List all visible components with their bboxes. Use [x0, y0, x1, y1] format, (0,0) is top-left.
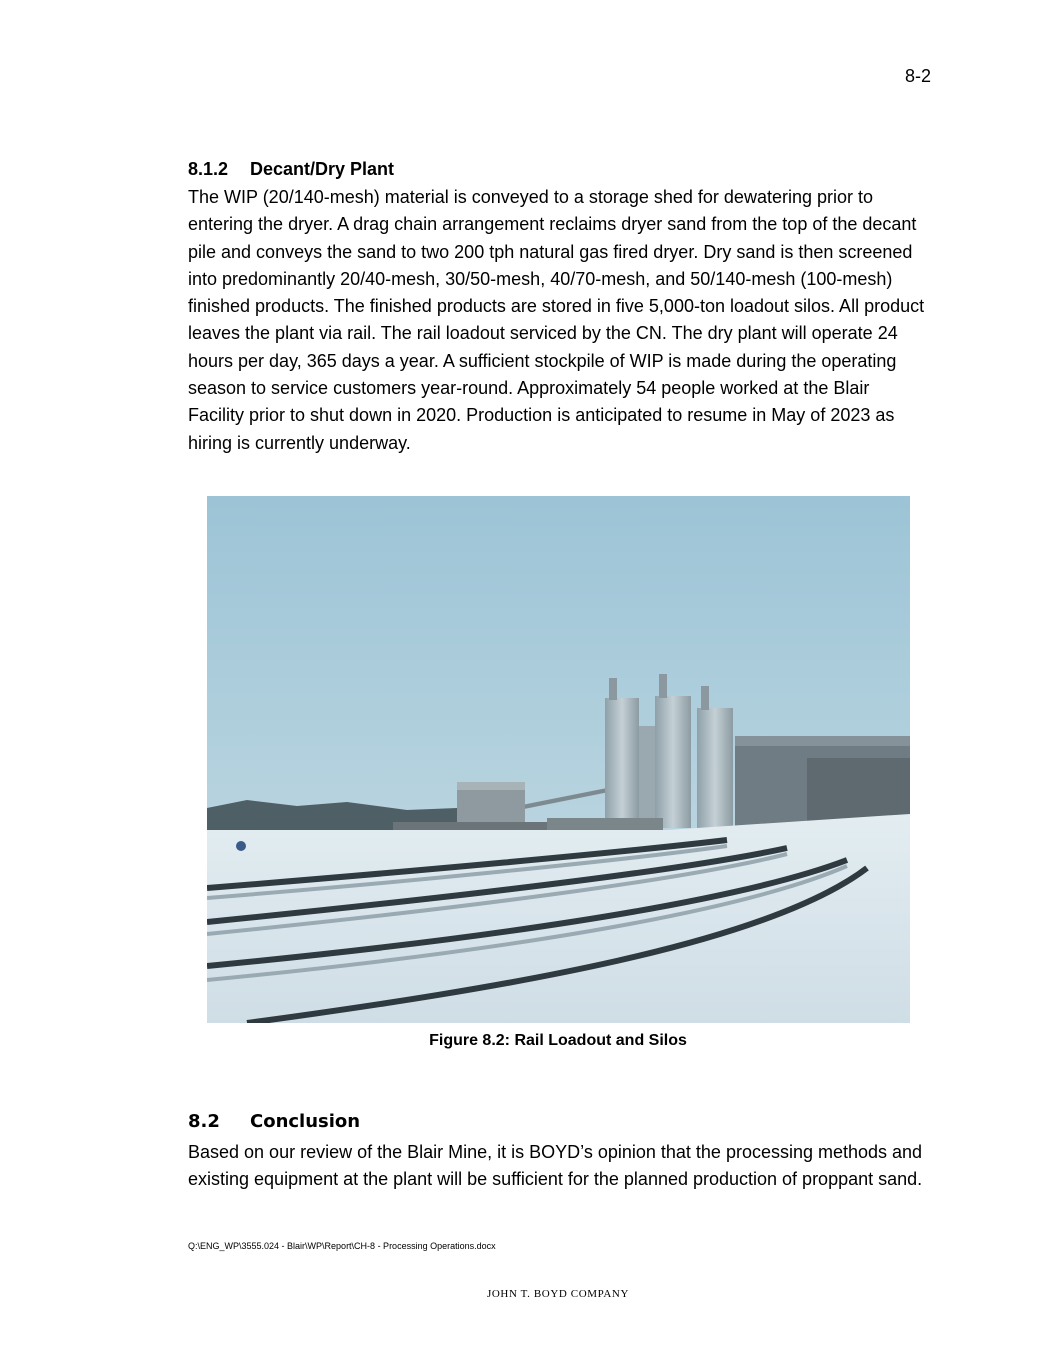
section-number: 8.1.2	[188, 159, 229, 179]
file-path: Q:\ENG_WP\3555.024 - Blair\WP\Report\CH-8 - Processing Operations.docx	[188, 1241, 496, 1251]
section-heading	[188, 1111, 928, 1133]
section-heading	[188, 158, 928, 180]
section-number: 8.2	[188, 1111, 220, 1132]
section-title: Decant/Dry Plant	[250, 159, 395, 179]
section-title: Conclusion	[250, 1111, 361, 1132]
section-8-1-2	[188, 158, 928, 457]
page-number: 8-2	[904, 66, 931, 86]
section-body: The WIP (20/140-mesh) material is conveyed to a storage shed for dewatering prior to entering the dryer. A drag chain arrangement reclaims dryer sand from the top of the decant pile and conveys the sand to two 200 tph natural gas fired dryer. Dry sand is then screened into predominantly 20/40-mesh, 30/50-mesh, 40/70-mesh, and 50/140-mesh (100-mesh) finished products. The finished products are stored in five 5,000-ton loadout silos. All product leaves the plant via rail. The rail loadout serviced by the CN. The dry plant will operate 24 hours per day, 365 days a year. A sufficient stockpile of WIP is made during the operating season to service customers year-round. Approximately 54 people worked at the Blair Facility prior to shut down in 2020. Production is anticipated to resume in May of 2023 as hiring is currently underway.	[188, 187, 925, 453]
company-footer: JOHN T. BOYD COMPANY	[487, 1288, 629, 1300]
section-8-2	[188, 1111, 928, 1194]
section-body: Based on our review of the Blair Mine, it is BOYD’s opinion that the processing methods and existing equipment at the plant will be sufficient for the planned production of proppant sand.	[188, 1142, 923, 1190]
figure-caption: Figure 8.2: Rail Loadout and Silos	[429, 1032, 687, 1049]
rail-loadout-photo	[207, 496, 910, 1023]
